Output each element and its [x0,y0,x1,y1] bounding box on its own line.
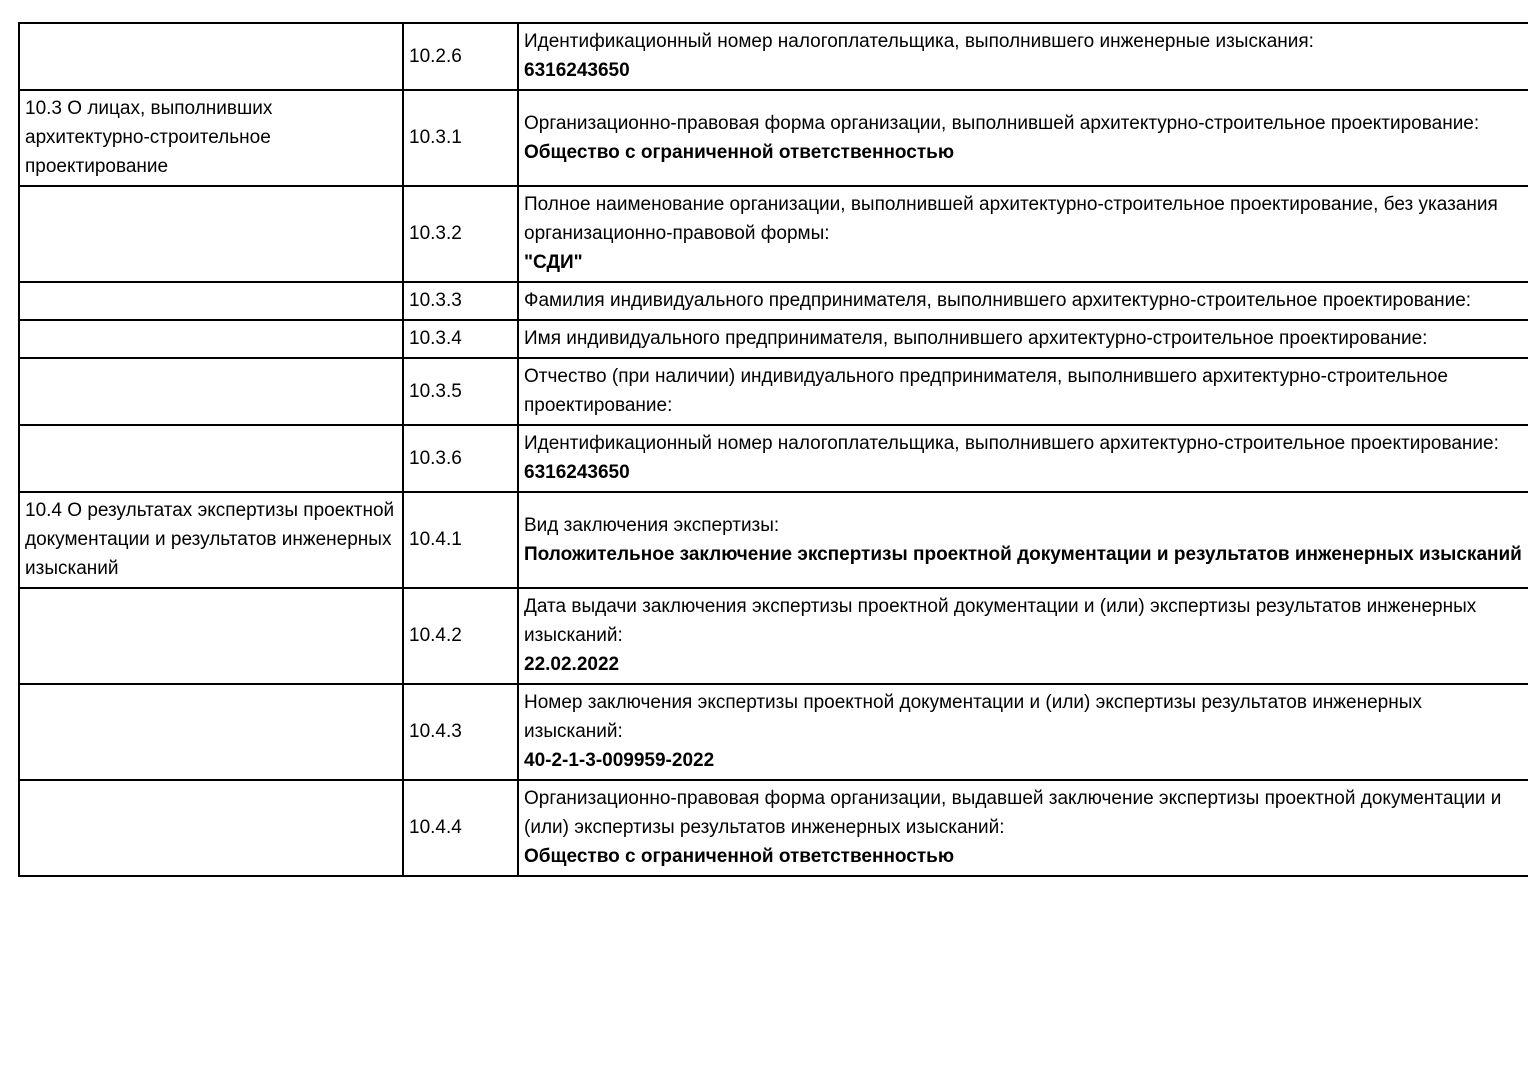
section-cell [19,588,403,684]
content-cell [518,90,1528,186]
table-row [19,358,1528,425]
table-row [19,282,1528,320]
field-label: Организационно-правовая форма организации, выполнившей архитектурно-строительное проектирование: [524,112,1480,134]
table-row [19,588,1528,684]
section-cell: 10.3 О лицах, выполнивших архитектурно-строительное проектирование [19,90,403,186]
item-number-cell: 10.3.2 [403,186,518,282]
content-cell [518,282,1528,320]
section-cell [19,684,403,780]
field-label: Вид заключения экспертизы: [524,514,780,536]
item-number-cell: 10.4.4 [403,780,518,876]
field-label: Организационно-правовая форма организации, выдавшей заключение экспертизы проектной документации и (или) экспертизы результатов инженерных изысканий: [524,788,1502,838]
field-value: 6316243650 [524,60,630,81]
field-value: 40-2-1-3-009959-2022 [524,750,715,771]
table-row [19,492,1528,588]
content-cell [518,492,1528,588]
field-value: Общество с ограниченной ответственностью [524,141,955,163]
table-row [19,320,1528,358]
item-number-cell: 10.3.3 [403,282,518,320]
item-number-cell: 10.2.6 [403,23,518,90]
table-row [19,684,1528,780]
table-row [19,90,1528,186]
item-number-cell: 10.3.6 [403,425,518,492]
section-cell [19,358,403,425]
item-number-cell: 10.4.3 [403,684,518,780]
table-row [19,425,1528,492]
section-cell [19,425,403,492]
item-number-cell: 10.4.1 [403,492,518,588]
content-cell [518,780,1528,876]
field-value: Положительное заключение экспертизы проектной документации и результатов инженерных изысканий [524,543,1522,565]
field-label: Идентификационный номер налогоплательщика, выполнившего архитектурно-строительное проектирование: [524,433,1499,454]
field-value: Общество с ограниченной ответственностью [524,846,955,867]
table-row [19,23,1528,90]
field-label: Дата выдачи заключения экспертизы проектной документации и (или) экспертизы результатов инженерных изысканий: [524,596,1477,646]
section-cell [19,186,403,282]
section-cell [19,780,403,876]
field-label: Полное наименование организации, выполнившей архитектурно-строительное проектирование, без указания организационно-правовой формы: [524,194,1498,244]
table-row [19,186,1528,282]
field-label: Фамилия индивидуального предпринимателя, выполнившего архитектурно-строительное проектирование: [524,290,1472,311]
content-cell [518,588,1528,684]
content-cell [518,425,1528,492]
content-cell [518,23,1528,90]
table-row [19,780,1528,876]
table-body [19,23,1528,876]
field-label: Идентификационный номер налогоплательщика, выполнившего инженерные изыскания: [524,31,1314,52]
field-value: "СДИ" [524,252,583,273]
item-number-cell: 10.4.2 [403,588,518,684]
field-value: 22.02.2022 [524,654,620,675]
field-label: Номер заключения экспертизы проектной документации и (или) экспертизы результатов инженерных изысканий: [524,692,1422,742]
section-cell [19,23,403,90]
field-value: 6316243650 [524,462,630,483]
item-number-cell: 10.3.1 [403,90,518,186]
content-cell [518,186,1528,282]
field-label: Отчество (при наличии) индивидуального предпринимателя, выполнившего архитектурно-строительное проектирование: [524,366,1448,416]
section-cell: 10.4 О результатах экспертизы проектной документации и результатов инженерных изысканий [19,492,403,588]
section-cell [19,320,403,358]
field-label: Имя индивидуального предпринимателя, выполнившего архитектурно-строительное проектирование: [524,328,1428,349]
declaration-table [18,22,1528,877]
section-cell [19,282,403,320]
content-cell [518,684,1528,780]
content-cell [518,320,1528,358]
content-cell [518,358,1528,425]
item-number-cell: 10.3.5 [403,358,518,425]
item-number-cell: 10.3.4 [403,320,518,358]
